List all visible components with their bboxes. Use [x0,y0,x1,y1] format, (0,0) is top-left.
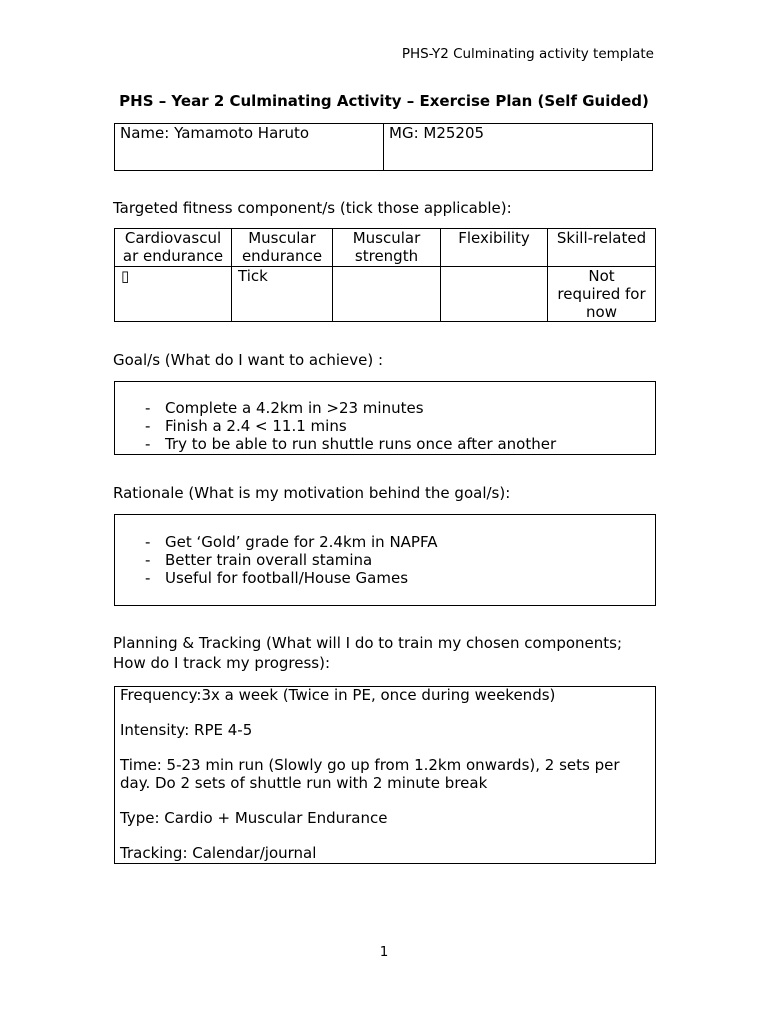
goals-box [114,381,656,455]
column-header-cardiovascular-endurance: Cardiovascular endurance [115,229,232,267]
goals-label: Goal/s (What do I want to achieve) : [113,351,384,369]
student-mg-cell [384,124,653,171]
goal-item: - Complete a 4.2km in >23 minutes [165,399,655,417]
column-header-muscular-strength: Muscular strength [333,229,441,267]
planning-tracking: Tracking: Calendar/journal [120,843,317,862]
rationale-item: - Useful for football/House Games [165,569,655,587]
running-header: PHS-Y2 Culminating activity template [401,46,654,62]
student-mg-label: MG: [389,124,419,142]
fitness-components-table [114,228,656,322]
column-header-flexibility: Flexibility [441,229,548,267]
column-header-skill-related: Skill-related [548,229,656,267]
planning-intensity: Intensity: RPE 4-5 [120,721,253,739]
tick-cell-skill-related: Not required for now [548,267,656,322]
page-number: 1 [379,944,389,960]
student-name-value: Yamamoto Haruto [174,124,310,142]
rationale-label: Rationale (What is my motivation behind the goal/s): [113,484,511,502]
goal-item: - Try to be able to run shuttle runs once after another [165,435,655,453]
tick-cell-muscular-strength [333,267,441,322]
rationale-box [114,514,656,606]
rationale-item: - Better train overall stamina [165,551,655,569]
rationale-item: - Get ‘Gold’ grade for 2.4km in NAPFA [165,533,655,551]
goal-item: - Finish a 2.4 < 11.1 mins [165,417,655,435]
tick-cell-cardiovascular-endurance: ▯ [115,267,232,322]
tick-cell-muscular-endurance: Tick [232,267,333,322]
student-info-table [114,123,653,171]
goals-list [115,399,655,453]
tick-cell-flexibility [441,267,548,322]
planning-box [114,686,656,864]
fitness-components-label: Targeted fitness component/s (tick those applicable): [113,199,512,217]
student-mg-value: M25205 [423,124,485,142]
student-name-cell [115,124,384,171]
page-title: PHS – Year 2 Culminating Activity – Exercise Plan (Self Guided) [119,92,649,110]
planning-type: Type: Cardio + Muscular Endurance [120,808,388,827]
planning-label: Planning & Tracking (What will I do to train my chosen components; How do I track my progress): [113,634,623,672]
planning-frequency: Frequency:3x a week (Twice in PE, once during weekends) [120,686,556,704]
rationale-list [115,533,655,587]
column-header-muscular-endurance: Muscular endurance [232,229,333,267]
planning-time: Time: 5-23 min run (Slowly go up from 1.2km onwards), 2 sets per day. Do 2 sets of shuttle run with 2 minute break [120,756,620,792]
student-name-label: Name: [120,124,170,142]
